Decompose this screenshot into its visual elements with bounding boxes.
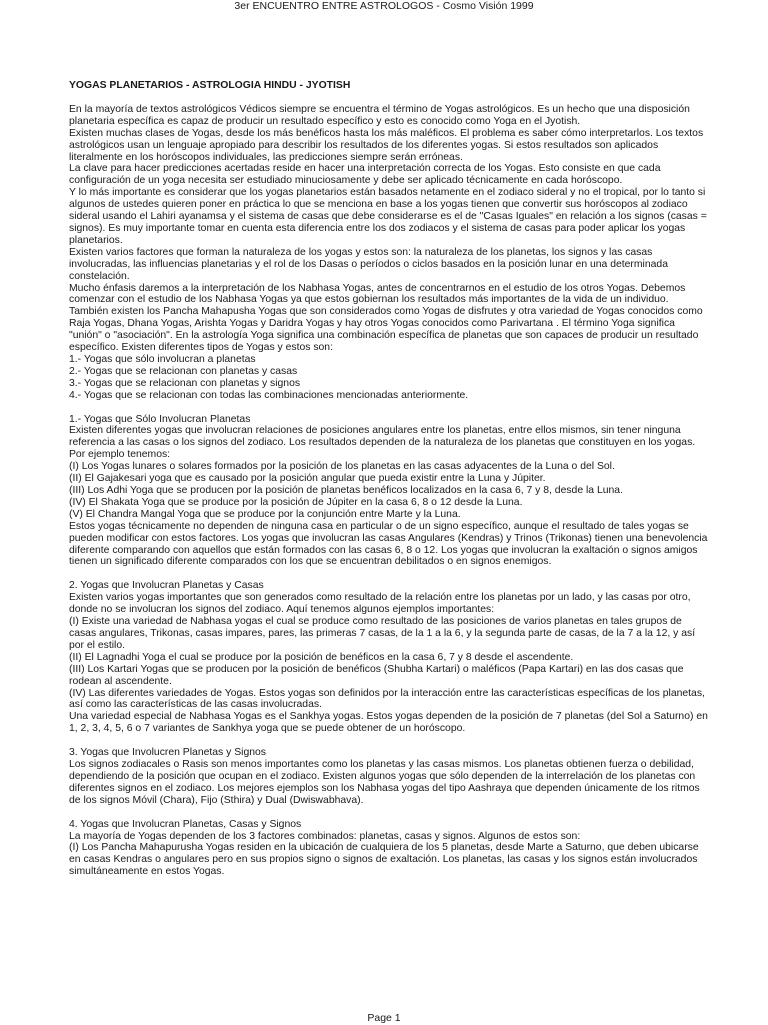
paragraph: Existen varios factores que forman la naturaleza de los yogas y estos son: la naturaleza de los planetas, los signos y las casas involucradas, las influencias planetarias y el rol de los Dasas o períodos o ciclos basados en la posición lunar en una determinada constelación. <box>69 246 668 282</box>
paragraph: Una variedad especial de Nabhasa Yogas es el Sankhya yogas. Estos yogas dependen de la posición de 7 planetas (del Sol a Saturno) en 1, 2, 3, 4, 5, 6 o 7 variantes de Sankhya yoga que se puede obtener de un horóscopo. <box>69 711 708 735</box>
list-item: (I) Los Yogas lunares o solares formados por la posición de los planetas en las casas adyacentes de la Luna o del Sol. <box>69 461 615 473</box>
list-item: (IV) Las diferentes variedades de Yogas. Estos yogas son definidos por la interacción entre las características específicas de los planetas, así como las características de las casas involucradas. <box>69 687 705 711</box>
paragraph: En la mayoría de textos astrológicos Védicos siempre se encuentra el término de Yogas astrológicos. Es un hecho que una disposición planetaria específica es capaz de producir un resultado específico y esto es conocido como Yoga en el Jyotish. <box>69 103 690 127</box>
list-item: 3.- Yogas que se relacionan con planetas y signos <box>69 377 301 389</box>
list-item: 4.- Yogas que se relacionan con todas las combinaciones mencionadas anteriormente. <box>69 389 469 401</box>
section-heading: 3. Yogas que Involucren Planetas y Signos <box>69 747 266 759</box>
section-heading: 2. Yogas que Involucran Planetas y Casas <box>69 580 264 592</box>
list-item: 2.- Yogas que se relacionan con planetas y casas <box>69 365 298 377</box>
paragraph: Existen muchas clases de Yogas, desde los más benéficos hasta los más maléficos. El problema es saber cómo interpretarlos. Los textos astrológicos usan un lenguaje apropiado para describir los resultados de los diferentes yogas. Si estos resultados son aplicados literalmente en los horóscopos individuales, las predicciones siempre serán erróneas. <box>69 127 704 163</box>
paragraph: La clave para hacer predicciones acertadas reside en hacer una interpretación correcta de los Yogas. Esto consiste en que cada configuración de un yoga necesita ser estudiado minuciosamente y debe ser aplicado técnicamente en cada horóscopo. <box>69 163 661 187</box>
paragraph: Y lo más importante es considerar que los yogas planetarios están basados netamente en el zodiaco sideral y no el tropical, por lo tanto si algunos de ustedes quieren poner en práctica lo que se menciona en base a los yogas tienen que convertir sus horóscopos al zodiaco sideral usando el Lahiri ayanamsa y el sistema de casas que debe considerarse es el de "Casas Iguales" en relación a los signos (casas = signos). Es muy importante tomar en cuenta esta diferencia entre los dos zodiacos y el sistema de casas para poder aplicar los yogas planetarios. <box>69 187 707 246</box>
list-item: 1.- Yogas que sólo involucran a planetas <box>69 353 256 365</box>
paragraph: La mayoría de Yogas dependen de los 3 factores combinados: planetas, casas y signos. Algunos de estos son: <box>69 830 581 842</box>
paragraph-gap <box>69 568 709 580</box>
section-heading: 1.- Yogas que Sólo Involucran Planetas <box>69 413 251 425</box>
paragraph: Existen varios yogas importantes que son generados como resultado de la relación entre los planetas por un lado, y las casas por otro, donde no se involucran los signos del zodiaco. Aquí tenemos algunos ejemplos importantes: <box>69 592 691 616</box>
list-item: (III) Los Adhi Yoga que se producen por la posición de planetas benéficos localizados en la casa 6, 7 y 8, desde la Luna. <box>69 485 623 496</box>
paragraph-gap <box>69 735 709 747</box>
list-item: (V) El Chandra Mangal Yoga que se produce por la conjunción entre Marte y la Luna. <box>69 508 461 520</box>
page-header: 3er ENCUENTRO ENTRE ASTROLOGOS - Cosmo Visión 1999 <box>234 0 534 12</box>
paragraph-gap <box>69 402 709 414</box>
paragraph-gap <box>69 807 709 819</box>
list-item: (II) El Lagnadhi Yoga el cual se produce por la posición de benéficos en la casa 6, 7 y 8 desde el ascendente. <box>69 651 574 663</box>
list-item: (III) Los Kartari Yogas que se producen por la posición de benéficos (Shubha Kartari) o maléficos (Papa Kartari) en las dos casas que rodean al ascendente. <box>69 663 684 687</box>
list-item: (II) El Gajakesari yoga que es causado por la posición angular que pueda existir entre la Luna y Júpiter. <box>69 473 546 485</box>
list-item: (IV) El Shakata Yoga que se produce por la posición de Júpiter en la casa 6, 8 o 12 desde la Luna. <box>69 496 523 508</box>
section-heading: 4. Yogas que Involucran Planetas, Casas y Signos <box>69 818 302 830</box>
paragraph: Mucho énfasis daremos a la interpretación de los Nabhasa Yogas, antes de concentrarnos en el estudio de los otros Yogas. Debemos comenzar con el estudio de los Nabhasa Yogas ya que estos gobiernan los resultados más importantes de la vida de un individuo. También existen los Pancha Mahapusha Yogas que son considerados como Yogas de disfrutes y otra variedad de Yogas conocidos como Raja Yogas, Dhana Yogas, Arishta Yogas y Daridra Yogas y hay otros Yogas conocidos como Parivartana . El término Yoga significa "unión" o "asociación". En la astrología Yoga significa una combinación específica de planetas que son capaces de producir un resultado específico. Existen diferentes tipos de Yogas y estos son: <box>69 282 703 354</box>
document-body <box>69 80 709 878</box>
page-number: Page 1 <box>367 1012 401 1024</box>
paragraph: Existen diferentes yogas que involucran relaciones de posiciones angulares entre los planetas, entre ellos mismos, sin tener ninguna referencia a las casas o los signos del zodiaco. Los resultados dependen de la naturaleza de los planetas que constituyen en los yogas. Por ejemplo tenemos: <box>69 425 696 461</box>
paragraph: Los signos zodiacales o Rasis son menos importantes como los planetas y las casas mismos. Los planetas obtienen fuerza o debilidad, dependiendo de la posición que ocupan en el zodiaco. Existen algunos yogas que sólo dependen de la interrelación de los planetas con diferentes signos en el zodiaco. Los mejores ejemplos son los Nabhasa yogas del tipo Aashraya que dependen únicamente de los ritmos de los signos Móvil (Chara), Fijo (Sthira) y Dual (Dwiswabhava). <box>69 759 700 806</box>
paragraph: Estos yogas técnicamente no dependen de ninguna casa en particular o de un signo específico, aunque el resultado de tales yogas se pueden modificar con estos factores. Los yogas que involucran las casas Angulares (Kendras) y Trinos (Trikonas) tienen una benevolencia diferente comparando con aquellos que están formados con las casas 6, 8 o 12. Los yogas que involucran la exaltación o signos amigos tienen un significado diferente comparados con los que se encuentran debilitados o en signos enemigos. <box>69 520 708 568</box>
document-title: YOGAS PLANETARIOS - ASTROLOGIA HINDU - JYOTISH <box>69 80 351 91</box>
list-item: (I) Los Pancha Mahapurusha Yogas residen en la ubicación de cualquiera de los 5 planetas, desde Marte a Saturno, que deben ubicarse en casas Kendras o angulares pero en sus propios signo o signos de exaltación. Los planetas, las casas y los signos están involucrados simultáneamente en estos Yogas. <box>69 842 699 878</box>
list-item: (I) Existe una variedad de Nabhasa yogas el cual se produce como resultado de las posiciones de varios planetas en tales grupos de casas angulares, Trikonas, casas impares, pares, las primeras 7 casas, de la 1 a la 6, y la segunda parte de casas, de la 7 a la 12, y así por el estilo. <box>69 616 696 651</box>
